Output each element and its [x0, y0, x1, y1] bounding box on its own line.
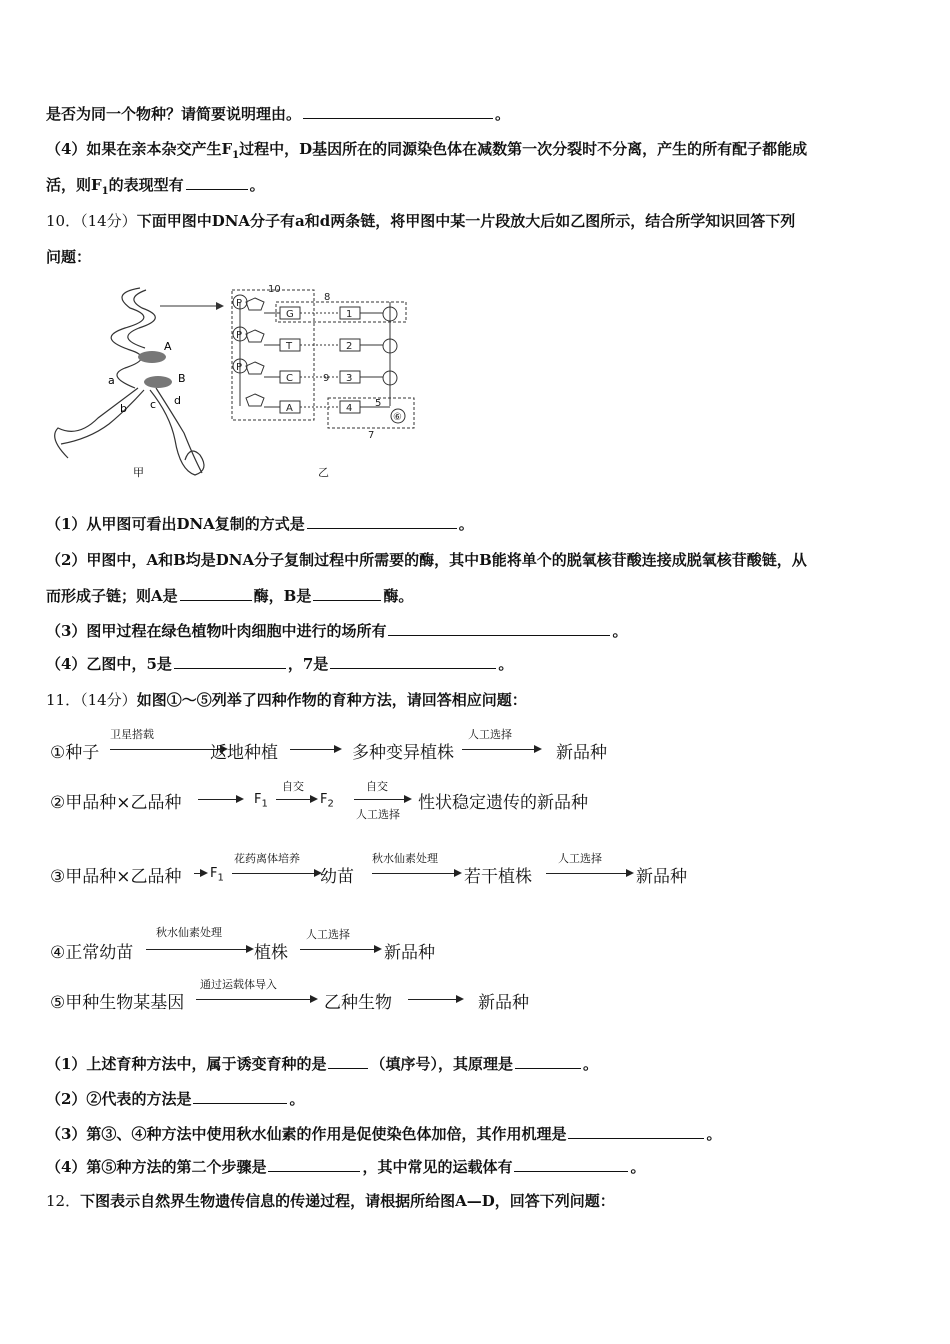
label-B: B: [178, 372, 186, 385]
answer-blank[interactable]: [328, 1054, 368, 1069]
phosphate-label: P: [236, 362, 243, 373]
enzyme-A: [138, 351, 166, 363]
answer-blank[interactable]: [568, 1124, 704, 1139]
q9-reason-line: 是否为同一个物种？请简要说明理由。 。: [46, 105, 511, 123]
q11-part2: （2）②代表的方法是 。: [46, 1090, 305, 1108]
base-left-4: A: [286, 403, 293, 414]
base-right-2: 2: [346, 341, 353, 352]
q11-stem: 11．（14分）如图①～⑤列举了四种作物的育种方法，请回答相应问题：: [46, 691, 527, 709]
answer-blank[interactable]: [307, 514, 457, 529]
answer-blank[interactable]: [330, 654, 496, 669]
q10-part2-line2: 而形成子链；则A是 酶，B是 酶。: [46, 587, 414, 605]
q10-part2-line1: （2）甲图中，A和B均是DNA分子复制过程中所需要的酶，其中B能将单个的脱氧核苷酸连接成脱氧核苷酸链，从: [46, 551, 807, 569]
q10-part4: （4）乙图中，5是 ，7是 。: [46, 655, 514, 673]
q11-part1: （1）上述育种方法中，属于诱变育种的是 （填序号），其原理是 。: [46, 1055, 598, 1073]
q9-part4-line2: 活，则$F_1$的表现型有 。: [46, 176, 265, 197]
answer-blank[interactable]: [303, 104, 493, 119]
label-jia: 甲: [133, 466, 144, 479]
base-left-1: G: [286, 309, 294, 320]
q11-part4: （4）第⑤种方法的第二个步骤是 ，其中常见的运载体有 。: [46, 1158, 646, 1176]
label-c: c: [150, 398, 157, 411]
label-10: 10: [268, 284, 281, 295]
dna-replication-figure: [40, 278, 420, 488]
base-left-3: C: [286, 373, 293, 384]
base-left-2: T: [286, 341, 293, 352]
q9-part4-line1: （4）如果在亲本杂交产生$F_1$过程中，D基因所在的同源染色体在减数第一次分裂时不分离，产生的所有配子都能成: [46, 140, 808, 161]
q12-stem: 12．下图表示自然界生物遗传信息的传递过程，请根据所给图A—D，回答下列问题：: [46, 1192, 615, 1210]
q10-part3: （3）图甲过程在绿色植物叶肉细胞中进行的场所有 。: [46, 622, 628, 640]
answer-blank[interactable]: [268, 1157, 360, 1172]
base-right-1: 1: [346, 309, 353, 320]
answer-blank[interactable]: [388, 621, 610, 636]
label-a: a: [108, 374, 115, 387]
label-8: 8: [324, 292, 331, 303]
base-right-4: 4: [346, 403, 353, 414]
phosphate-label: P: [236, 330, 243, 341]
label-A: A: [164, 340, 172, 353]
answer-blank[interactable]: [186, 175, 248, 190]
q10-part1: （1）从甲图可看出DNA复制的方式是 。: [46, 515, 474, 533]
enzyme-B: [144, 376, 172, 388]
label-9: 9: [323, 373, 330, 384]
q11-part3: （3）第③、④种方法中使用秋水仙素的作用是促使染色体加倍，其作用机理是 。: [46, 1125, 722, 1143]
answer-blank[interactable]: [180, 586, 252, 601]
q10-stem: 10．（14分）下面甲图中DNA分子有a和d两条链，将甲图中某一片段放大后如乙图所示，结合所学知识回答下列: [46, 212, 796, 230]
label-b: b: [120, 402, 127, 415]
q10-stem-cont: 问题：: [46, 248, 92, 266]
answer-blank[interactable]: [313, 586, 381, 601]
phosphate-label: P: [236, 298, 243, 309]
label-5: 5: [375, 398, 382, 409]
label-7: 7: [368, 430, 375, 441]
answer-blank[interactable]: [193, 1089, 287, 1104]
label-yi: 乙: [318, 466, 329, 479]
answer-blank[interactable]: [514, 1157, 628, 1172]
answer-blank[interactable]: [515, 1054, 581, 1069]
label-d: d: [174, 394, 181, 407]
answer-blank[interactable]: [174, 654, 286, 669]
base-right-3: 3: [346, 373, 353, 384]
dna-segment-yi: [232, 290, 414, 428]
label-6: ⑥: [393, 412, 402, 423]
